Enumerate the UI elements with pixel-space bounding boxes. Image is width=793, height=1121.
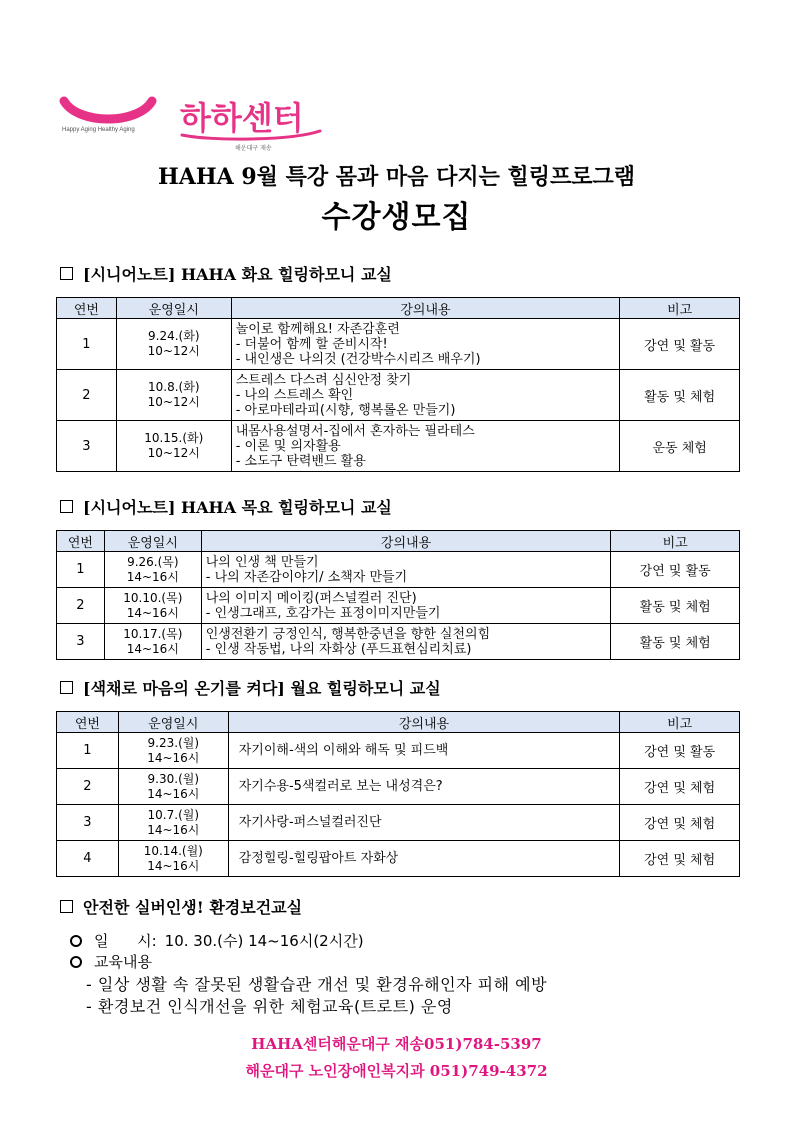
row-content: 감정힐링-힐링팝아트 자화상: [228, 841, 620, 877]
row-date: 10.15.(화) 10~12시: [116, 421, 231, 472]
row-date: 9.30.(월) 14~16시: [118, 769, 228, 805]
page-title: 수강생모집: [321, 200, 472, 235]
row-date: 10.14.(월) 14~16시: [118, 841, 228, 877]
row-content: 놀이로 함께해요! 자존감훈련 - 더불어 함께 할 준비시작! - 내인생은 나의것 (건강박수시리즈 배우기): [231, 319, 620, 370]
logo-wordmark: 하하센터: [180, 99, 304, 137]
table-row: [57, 769, 740, 805]
safety-content-label: 교육내용: [94, 953, 152, 971]
row-no: 1: [57, 733, 119, 769]
col-header-content: 강의내용: [228, 712, 620, 733]
col-header-note: 비고: [620, 298, 740, 319]
row-note: 강연 및 체험: [620, 769, 740, 805]
section-heading-text: [시니어노트] HAHA 화요 힐링하모니 교실: [83, 265, 392, 284]
smile-logo-icon: [58, 95, 158, 127]
checkbox-icon: [60, 267, 73, 280]
checkbox-icon: [60, 681, 73, 694]
row-no: 2: [57, 769, 119, 805]
row-note: 강연 및 체험: [620, 805, 740, 841]
safety-item: - 일상 생활 속 잘못된 생활습관 개선 및 환경유해인자 피해 예방: [86, 975, 548, 994]
row-date: 9.24.(화) 10~12시: [116, 319, 231, 370]
table-row: [57, 733, 740, 769]
row-content: 인생전환기 긍정인식, 행복한중년을 향한 실천의힘 - 인생 작동법, 나의 자화상 (푸드표현심리치료): [201, 624, 611, 660]
row-no: 4: [57, 841, 119, 877]
page-subtitle: HAHA 9월 특강 몸과 마음 다지는 힐링프로그램: [157, 164, 635, 190]
row-note: 운동 체험: [620, 421, 740, 472]
col-header-date: 운영일시: [104, 531, 201, 552]
section-heading-text: [색채로 마음의 온기를 켜다] 월요 힐링하모니 교실: [83, 679, 441, 698]
safety-item: - 환경보건 인식개선을 위한 체험교육(트로트) 운영: [86, 997, 453, 1016]
col-header-note: 비고: [611, 531, 740, 552]
table-row: [57, 805, 740, 841]
row-no: 2: [57, 588, 105, 624]
row-date: 9.26.(목) 14~16시: [104, 552, 201, 588]
table-row: [57, 370, 740, 421]
table-row: [57, 841, 740, 877]
safety-date-value: 10. 30.(수) 14~16시(2시간): [164, 932, 364, 950]
row-note: 강연 및 활동: [611, 552, 740, 588]
table-header-row: [57, 712, 740, 733]
row-no: 3: [57, 421, 117, 472]
row-note: 강연 및 활동: [620, 319, 740, 370]
row-note: 강연 및 체험: [620, 841, 740, 877]
section-heading-safety: [60, 895, 302, 918]
row-note: 활동 및 체험: [620, 370, 740, 421]
col-header-no: 연번: [57, 712, 119, 733]
row-date: 10.10.(목) 14~16시: [104, 588, 201, 624]
row-no: 2: [57, 370, 117, 421]
schedule-table-monday: [56, 711, 740, 877]
safety-date-line: [70, 930, 364, 951]
table-row: [57, 421, 740, 472]
row-no: 3: [57, 624, 105, 660]
row-content: 자기수용-5색컬러로 보는 내성격은?: [228, 769, 620, 805]
row-content: 자기사랑-퍼스널컬러진단: [228, 805, 620, 841]
row-content: 내몸사용설명서-집에서 혼자하는 필라테스 - 이론 및 의자활용 - 소도구 탄력밴드 활용: [231, 421, 620, 472]
contact-welfare-dept: 해운대구 노인장애인복지과 051)749-4372: [245, 1062, 548, 1080]
logo-tagline: Happy Aging Healthy Aging: [62, 127, 135, 133]
row-content: 스트레스 다스려 심신안정 찾기 - 나의 스트레스 확인 - 아로마테라피(시향, 행복롤온 만들기): [231, 370, 620, 421]
schedule-table-thursday: [56, 530, 740, 660]
contact-haha-center: HAHA센터해운대구 재송051)784-5397: [251, 1035, 542, 1053]
col-header-no: 연번: [57, 298, 117, 319]
section-heading-text: 안전한 실버인생! 환경보건교실: [83, 898, 303, 917]
section-heading-monday: [60, 676, 441, 699]
bullet-circle-icon: [70, 956, 82, 968]
table-row: [57, 552, 740, 588]
table-row: [57, 624, 740, 660]
checkbox-icon: [60, 900, 73, 913]
haha-center-logo: [180, 95, 330, 141]
col-header-content: 강의내용: [231, 298, 620, 319]
safety-content-line: [70, 951, 152, 972]
row-no: 1: [57, 552, 105, 588]
bullet-circle-icon: [70, 935, 82, 947]
row-no: 3: [57, 805, 119, 841]
row-no: 1: [57, 319, 117, 370]
row-date: 10.17.(목) 14~16시: [104, 624, 201, 660]
logo-haha-center: [180, 95, 340, 152]
row-content: 나의 인생 책 만들기 - 나의 자존감이야기/ 소책자 만들기: [201, 552, 611, 588]
schedule-table-tuesday: [56, 297, 740, 472]
logo-happy-aging: [58, 95, 158, 131]
section-heading-text: [시니어노트] HAHA 목요 힐링하모니 교실: [83, 498, 392, 517]
section-heading-tuesday: [60, 262, 392, 285]
safety-date-label: 일 시:: [94, 932, 157, 950]
col-header-content: 강의내용: [201, 531, 611, 552]
section-heading-thursday: [60, 495, 392, 518]
col-header-date: 운영일시: [118, 712, 228, 733]
row-note: 활동 및 체험: [611, 588, 740, 624]
table-header-row: [57, 531, 740, 552]
row-content: 자기이해-색의 이해와 해독 및 피드백: [228, 733, 620, 769]
col-header-date: 운영일시: [116, 298, 231, 319]
row-date: 9.23.(월) 14~16시: [118, 733, 228, 769]
checkbox-icon: [60, 500, 73, 513]
row-date: 10.7.(월) 14~16시: [118, 805, 228, 841]
table-row: [57, 319, 740, 370]
row-content: 나의 이미지 메이킹(퍼스널컬러 진단) - 인생그래프, 호감가는 표정이미지만들기: [201, 588, 611, 624]
table-header-row: [57, 298, 740, 319]
row-note: 활동 및 체험: [611, 624, 740, 660]
logo-subtag: 해운대구 재송: [235, 145, 272, 152]
row-date: 10.8.(화) 10~12시: [116, 370, 231, 421]
table-row: [57, 588, 740, 624]
col-header-no: 연번: [57, 531, 105, 552]
col-header-note: 비고: [620, 712, 740, 733]
row-note: 강연 및 활동: [620, 733, 740, 769]
